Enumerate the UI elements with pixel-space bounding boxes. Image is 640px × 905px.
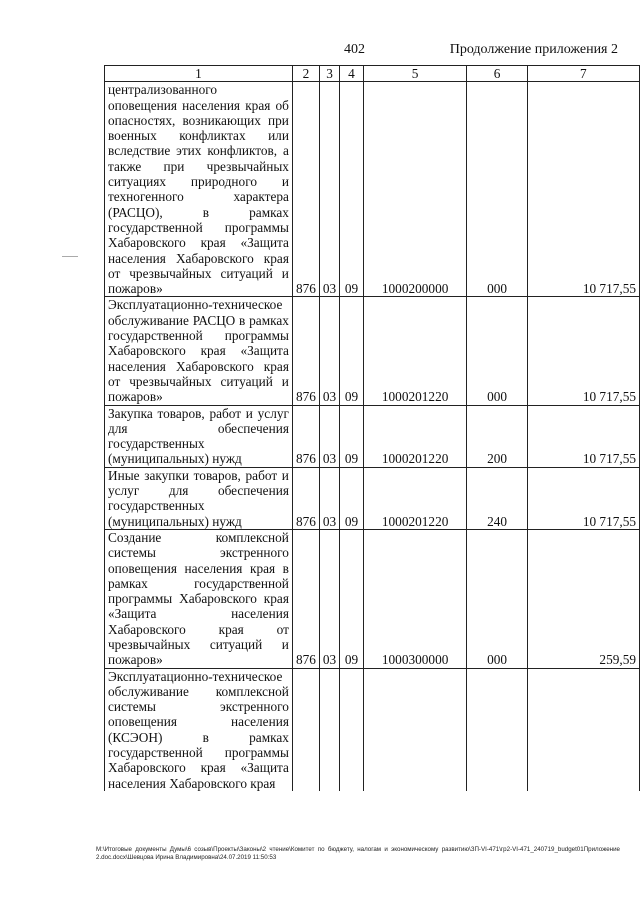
amount: 10 717,55 [527,405,639,467]
admin-code: 876 [292,82,319,297]
admin-code: 876 [292,297,319,405]
target-code: 1000300000 [363,529,467,668]
amount: 259,59 [527,529,639,668]
amount: 10 717,55 [527,467,639,529]
column-header: 2 [292,66,319,82]
table-row [105,467,640,529]
budget-table [104,65,640,791]
table-row [105,529,640,668]
row-description: централизованного оповещения населения края об опасностях, возникающих при военных конфликтах или вследствие этих конфликтов, а также при чрезвычайных ситуациях природного и техногенного характера (РАСЦО), в рамках государственной программы Хабаровского края «Защита населения Хабаровского края от чрезвычайных ситуаций и пожаров» [105,82,293,297]
table-row [105,82,640,297]
target-code: 1000201220 [363,297,467,405]
amount [527,668,639,791]
column-header: 1 [105,66,293,82]
expense-type-code: 000 [467,82,527,297]
target-code [363,668,467,791]
expense-type-code: 000 [467,297,527,405]
column-header-row [105,66,640,82]
target-code: 1000200000 [363,82,467,297]
admin-code [292,668,319,791]
row-description: Закупка товаров, работ и услуг для обеспечения государственных (муниципальных) нужд [105,405,293,467]
section-code [319,668,339,791]
row-description: Иные закупки товаров, работ и услуг для обеспечения государственных (муниципальных) нужд [105,467,293,529]
column-header: 4 [340,66,364,82]
expense-type-code: 000 [467,529,527,668]
subsection-code [340,668,364,791]
column-header: 3 [319,66,339,82]
section-code: 03 [319,297,339,405]
subsection-code: 09 [340,82,364,297]
page-number: 402 [344,42,365,57]
section-code: 03 [319,467,339,529]
amount: 10 717,55 [527,82,639,297]
subsection-code: 09 [340,405,364,467]
row-description: Эксплуатационно-техническое обслуживание РАСЦО в рамках государственной программы Хабаровского края «Защита населения Хабаровского края от чрезвычайных ситуаций и пожаров» [105,297,293,405]
section-code: 03 [319,82,339,297]
table-row [105,297,640,405]
expense-type-code [467,668,527,791]
section-code: 03 [319,529,339,668]
file-path-footer: M:\Итоговые документы Думы\6 созыв\Проекты\Законы\2 чтение\Комитет по бюджету, налогам и экономическому развитию\ЗП-VI-471\гр2-VI-471_240719_budget01Приложение 2.doc.docx\Шевцова Ирина Владимировна\24.07.2019 11:50:53 [96,846,620,861]
column-header: 7 [527,66,639,82]
amount: 10 717,55 [527,297,639,405]
table-row [105,668,640,791]
margin-mark [62,256,78,257]
column-header: 6 [467,66,527,82]
table-row [105,405,640,467]
section-code: 03 [319,405,339,467]
row-description: Эксплуатационно-техническое обслуживание комплексной системы экстренного оповещения населения (КСЭОН) в рамках государственной программы Хабаровского края «Защита населения Хабаровского края [105,668,293,791]
row-description: Создание комплексной системы экстренного оповещения населения края в рамках государственной программы Хабаровского края «Защита населения Хабаровского края от чрезвычайных ситуаций и пожаров» [105,529,293,668]
continuation-label: Продолжение приложения 2 [449,42,618,57]
admin-code: 876 [292,405,319,467]
subsection-code: 09 [340,529,364,668]
expense-type-code: 240 [467,467,527,529]
target-code: 1000201220 [363,405,467,467]
admin-code: 876 [292,529,319,668]
target-code: 1000201220 [363,467,467,529]
admin-code: 876 [292,467,319,529]
subsection-code: 09 [340,297,364,405]
subsection-code: 09 [340,467,364,529]
expense-type-code: 200 [467,405,527,467]
column-header: 5 [363,66,467,82]
